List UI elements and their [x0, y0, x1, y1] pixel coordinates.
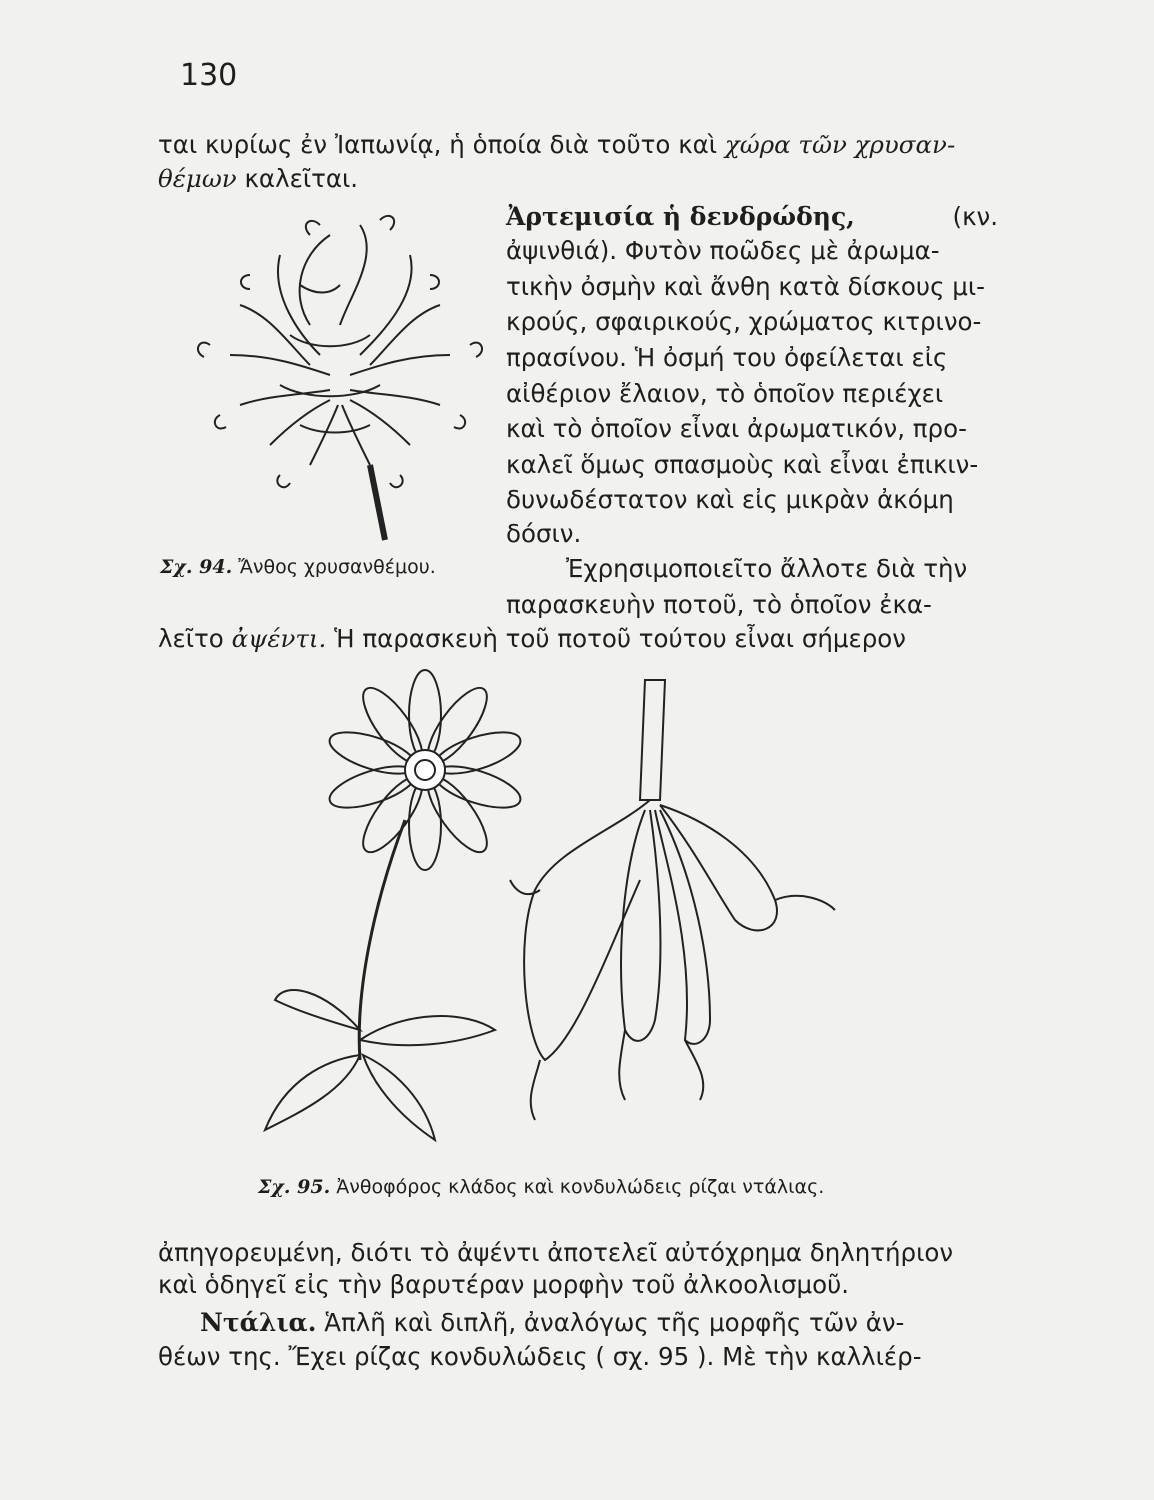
figure-label: Σχ. 94. [160, 556, 233, 578]
text-line: τικὴν ὀσμὴν καὶ ἄνθη κατὰ δίσκους μι- [506, 272, 985, 301]
figure-label: Σχ. 95. [258, 1176, 331, 1198]
caption-text: Ἄνθος χρυσανθέμου. [232, 556, 436, 578]
text-segment: καλεῖται. [236, 164, 359, 193]
text-line [506, 200, 998, 234]
figure-caption [258, 1176, 824, 1198]
text-line: καὶ τὸ ὁποῖον εἶναι ἀρωματικόν, προ- [506, 414, 967, 443]
page-number: 130 [180, 58, 238, 93]
caption-text: Ἀνθοφόρος κλάδος καὶ κονδυλώδεις ρίζαι ντάλιας. [330, 1176, 825, 1198]
text-line: αἰθέριον ἔλαιον, τὸ ὁποῖον περιέχει [506, 379, 944, 408]
text-line [158, 622, 906, 656]
text-line: πρασίνου. Ἡ ὀσμή του ὀφείλεται εἰς [506, 343, 948, 372]
text-segment: λεῖτο [158, 624, 232, 653]
section-heading: Ἀρτεμισία ἡ δενδρώδης, [506, 202, 855, 231]
text-line: θέων της. Ἔχει ρίζας κονδυλώδεις ( σχ. 95 ). Μὲ τὴν καλλιέρ- [158, 1342, 922, 1371]
text-line [158, 128, 998, 162]
text-segment: (κν. [952, 202, 998, 231]
text-segment: ται κυρίως ἐν Ἰαπωνίᾳ, ἡ ὁποία διὰ τοῦτο καὶ [158, 130, 725, 159]
italic-phrase: χώρα τῶν χρυσαν- [724, 130, 956, 159]
italic-word: θέμων [158, 164, 237, 193]
text-line: ἀψινθιά). Φυτὸν ποῶδες μὲ ἀρωμα- [506, 236, 940, 265]
text-line: παρασκευὴν ποτοῦ, τὸ ὁποῖον ἐκα- [506, 590, 932, 619]
text-line [158, 162, 358, 196]
figure-caption [160, 556, 436, 578]
text-line: δόσιν. [506, 519, 582, 548]
chrysanthemum-illustration [180, 195, 490, 545]
section-heading: Ντάλια. [200, 1308, 317, 1337]
text-line: ἀπηγορευμένη, διότι τὸ ἀψέντι ἀποτελεῖ αὐτόχρημα δηλητήριον [158, 1238, 954, 1267]
text-segment: Ἁπλῆ καὶ διπλῆ, ἀναλόγως τῆς μορφῆς τῶν ἀν- [316, 1308, 905, 1337]
text-segment: Ἡ παρασκευὴ τοῦ ποτοῦ τούτου εἶναι σήμερον [326, 624, 906, 653]
italic-word: ἀψέντι. [231, 624, 327, 653]
text-line: κρούς, σφαιρικούς, χρώματος κιτρινο- [506, 307, 982, 336]
text-line [200, 1306, 904, 1340]
dahlia-illustration [255, 660, 905, 1160]
text-line: δυνωδέστατον καὶ εἰς μικρὰν ἀκόμη [506, 485, 954, 514]
text-line: καὶ ὁδηγεῖ εἰς τὴν βαρυτέραν μορφὴν τοῦ ἀλκοολισμοῦ. [158, 1270, 850, 1299]
text-line: Ἐχρησιμοποιεῖτο ἄλλοτε διὰ τὴν [566, 554, 968, 583]
text-line: καλεῖ ὅμως σπασμοὺς καὶ εἶναι ἐπικιν- [506, 450, 979, 479]
